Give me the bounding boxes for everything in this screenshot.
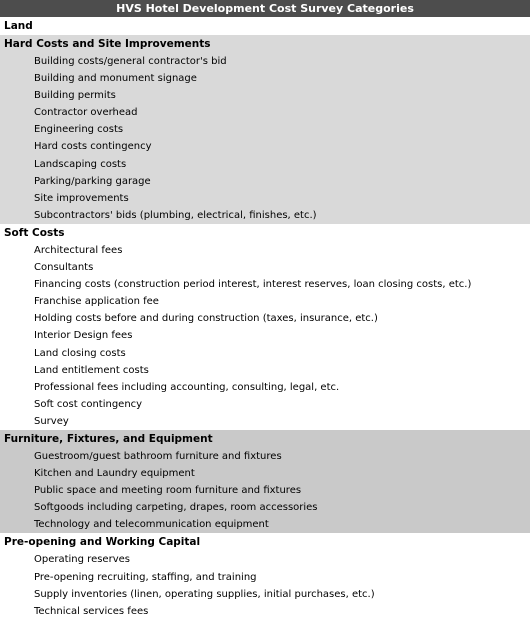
list-item: Engineering costs: [34, 124, 124, 136]
list-item: Technical services fees: [34, 605, 149, 617]
section-soft-costs: [0, 224, 530, 430]
list-item: Consultants: [34, 262, 94, 274]
list-item: Professional fees including accounting, consulting, legal, etc.: [34, 381, 340, 393]
list-item: Survey: [34, 415, 69, 427]
list-item: Supply inventories (linen, operating supplies, initial purchases, etc.): [34, 588, 375, 600]
list-item: Softgoods including carpeting, drapes, room accessories: [34, 502, 318, 514]
list-item: Soft cost contingency: [34, 398, 143, 410]
section-title-hard-costs: Hard Costs and Site Improvements: [4, 38, 211, 50]
list-item: Operating reserves: [34, 554, 130, 566]
table-header: HVS Hotel Development Cost Survey Categories: [0, 0, 530, 17]
section-title-pre-opening: Pre-opening and Working Capital: [4, 536, 201, 549]
list-item: Subcontractors' bids (plumbing, electrical, finishes, etc.): [34, 209, 317, 221]
list-item: Holding costs before and during construction (taxes, insurance, etc.): [34, 313, 378, 325]
list-item: Technology and telecommunication equipment: [34, 519, 269, 531]
list-item: Land entitlement costs: [34, 364, 149, 376]
list-item: Kitchen and Laundry equipment: [34, 468, 195, 480]
section-hard-costs: [0, 35, 530, 224]
list-item: Building permits: [34, 90, 116, 102]
list-item: Site improvements: [34, 192, 129, 204]
list-item: Interior Design fees: [34, 330, 133, 342]
section-land: [0, 17, 530, 35]
list-item: Pre-opening recruiting, staffing, and training: [34, 571, 257, 583]
list-item: Guestroom/guest bathroom furniture and fixtures: [34, 450, 282, 462]
section-title-soft-costs: Soft Costs: [4, 226, 65, 239]
section-title-ffe: Furniture, Fixtures, and Equipment: [4, 432, 213, 445]
section-pre-opening: [0, 533, 530, 619]
list-item: Landscaping costs: [34, 158, 127, 170]
list-item: Land closing costs: [34, 347, 126, 359]
list-item: Parking/parking garage: [34, 175, 151, 187]
section-ffe: [0, 430, 530, 533]
list-item: Contractor overhead: [34, 107, 138, 119]
list-item: Building costs/general contractor's bid: [34, 56, 227, 67]
list-item: Architectural fees: [34, 244, 123, 256]
list-item: Public space and meeting room furniture and fixtures: [34, 485, 302, 497]
list-item: Hard costs contingency: [34, 141, 152, 153]
list-item: Franchise application fee: [34, 296, 159, 308]
list-item: Building and monument signage: [34, 73, 197, 85]
section-title-land: Land: [4, 20, 33, 32]
list-item: Financing costs (construction period interest, interest reserves, loan closing costs, etc.): [34, 279, 472, 291]
